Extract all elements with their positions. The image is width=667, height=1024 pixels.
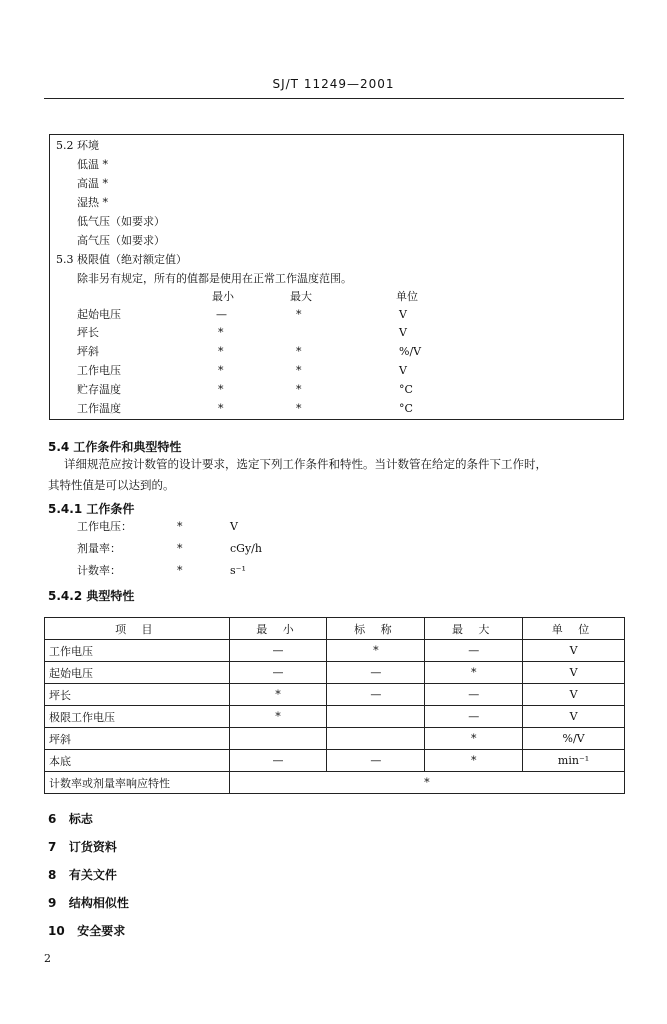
limits-header-min: 最小 <box>212 290 234 303</box>
limits-row-unit: °C <box>399 383 413 396</box>
header-max: 最 大 <box>425 618 523 640</box>
section-9-heading <box>48 894 129 911</box>
cell-max: — <box>425 706 523 728</box>
cell-min: — <box>229 640 327 662</box>
limits-row-unit: V <box>399 326 407 339</box>
document-header: SJ/T 11249—2001 <box>272 77 395 91</box>
cell-unit: V <box>523 662 625 684</box>
header-item: 项 目 <box>45 618 230 640</box>
section-5-3-title: 5.3 极限值（绝对额定值） <box>56 253 187 266</box>
cell-min: — <box>229 662 327 684</box>
cell-max: — <box>425 684 523 706</box>
limits-row-min: * <box>218 383 224 396</box>
header-rule <box>44 98 624 99</box>
cell-item: 极限工作电压 <box>45 706 230 728</box>
limits-row-name: 坪斜 <box>77 345 99 358</box>
limits-row-name: 贮存温度 <box>77 383 121 396</box>
cell-item: 起始电压 <box>45 662 230 684</box>
env-item-high-temp: 高温 * <box>77 177 108 190</box>
condition-unit: cGy/h <box>230 542 262 555</box>
cell-unit: %/V <box>523 728 625 750</box>
condition-name: 工作电压： <box>77 520 132 533</box>
section-number: 6 <box>48 812 57 826</box>
limits-row-name: 工作电压 <box>77 364 121 377</box>
limits-header-max: 最大 <box>290 290 312 303</box>
table-row <box>45 662 625 684</box>
cell-nom <box>327 706 425 728</box>
header-nom: 标 称 <box>327 618 425 640</box>
section-number: 10 <box>48 924 65 938</box>
section-number: 9 <box>48 896 57 910</box>
table-row <box>45 684 625 706</box>
table-row <box>45 728 625 750</box>
typical-characteristics-table <box>44 617 625 794</box>
cell-min: — <box>229 750 327 772</box>
cell-unit: V <box>523 706 625 728</box>
section-5-4-para2: 其特性值是可以达到的。 <box>48 478 175 492</box>
limits-row-max: * <box>296 383 302 396</box>
cell-nom: * <box>327 640 425 662</box>
section-title: 有关文件 <box>68 868 117 882</box>
limits-row-unit: V <box>399 308 407 321</box>
cell-max: — <box>425 640 523 662</box>
cell-nom: — <box>327 750 425 772</box>
condition-star: * <box>177 542 183 555</box>
section-number: 8 <box>48 868 57 882</box>
section-8-heading <box>48 866 117 883</box>
cell-nom: — <box>327 662 425 684</box>
limits-row-min: * <box>218 326 224 339</box>
section-5-2-title: 5.2 环境 <box>56 139 99 152</box>
section-title: 结构相似性 <box>68 896 129 910</box>
table-header-row <box>45 618 625 640</box>
condition-star: * <box>177 520 183 533</box>
table-row <box>45 772 625 794</box>
section-title: 安全要求 <box>77 924 126 938</box>
limits-header-unit: 单位 <box>396 290 418 303</box>
section-7-heading <box>48 838 117 855</box>
env-item-low-temp: 低温 * <box>77 158 108 171</box>
condition-name: 计数率： <box>77 564 121 577</box>
env-item-high-pressure: 高气压（如要求） <box>77 234 165 247</box>
limits-row-min: * <box>218 402 224 415</box>
cell-item: 坪长 <box>45 684 230 706</box>
cell-unit: V <box>523 640 625 662</box>
limits-row-max: * <box>296 402 302 415</box>
section-6-heading <box>48 810 93 827</box>
limits-row-max: * <box>296 308 302 321</box>
env-item-damp-heat: 湿热 * <box>77 196 108 209</box>
cell-min: * <box>229 706 327 728</box>
limits-row-name: 工作温度 <box>77 402 121 415</box>
header-unit: 单 位 <box>523 618 625 640</box>
cell-max: * <box>425 662 523 684</box>
env-item-low-pressure: 低气压（如要求） <box>77 215 165 228</box>
header-min: 最 小 <box>229 618 327 640</box>
table-row <box>45 640 625 662</box>
cell-item: 本底 <box>45 750 230 772</box>
limits-row-min: — <box>216 308 227 321</box>
section-10-heading <box>48 922 125 939</box>
limits-row-max: * <box>296 364 302 377</box>
cell-min: * <box>229 684 327 706</box>
cell-value: * <box>229 772 624 794</box>
limits-row-name: 起始电压 <box>77 308 121 321</box>
cell-item: 坪斜 <box>45 728 230 750</box>
cell-unit: min⁻¹ <box>523 750 625 772</box>
cell-nom: — <box>327 684 425 706</box>
limits-row-name: 坪长 <box>77 326 99 339</box>
cell-min <box>229 728 327 750</box>
cell-item: 计数率或剂量率响应特性 <box>45 772 230 794</box>
limits-row-unit: °C <box>399 402 413 415</box>
cell-max: * <box>425 728 523 750</box>
condition-unit: V <box>230 520 238 533</box>
section-title: 订货资料 <box>68 840 117 854</box>
limits-row-max: * <box>296 345 302 358</box>
cell-max: * <box>425 750 523 772</box>
limits-row-unit: V <box>399 364 407 377</box>
section-5-3-note: 除非另有规定，所有的值都是使用在正常工作温度范围。 <box>77 272 352 285</box>
section-5-4-para1: 详细规范应按计数管的设计要求，选定下列工作条件和特性。当计数管在给定的条件下工作时， <box>64 457 547 471</box>
limits-row-min: * <box>218 345 224 358</box>
cell-unit: V <box>523 684 625 706</box>
condition-unit: s⁻¹ <box>230 564 246 577</box>
section-5-4-2-title: 5.4.2 典型特性 <box>48 589 135 603</box>
section-5-4-title: 5.4 工作条件和典型特性 <box>48 440 182 454</box>
table-row <box>45 750 625 772</box>
table-row <box>45 706 625 728</box>
cell-item: 工作电压 <box>45 640 230 662</box>
section-number: 7 <box>48 840 57 854</box>
limits-row-min: * <box>218 364 224 377</box>
page-number: 2 <box>44 952 51 965</box>
cell-nom <box>327 728 425 750</box>
section-title: 标志 <box>68 812 93 826</box>
limits-row-unit: %/V <box>399 345 422 358</box>
section-5-4-1-title: 5.4.1 工作条件 <box>48 502 135 516</box>
condition-name: 剂量率： <box>77 542 121 555</box>
condition-star: * <box>177 564 183 577</box>
